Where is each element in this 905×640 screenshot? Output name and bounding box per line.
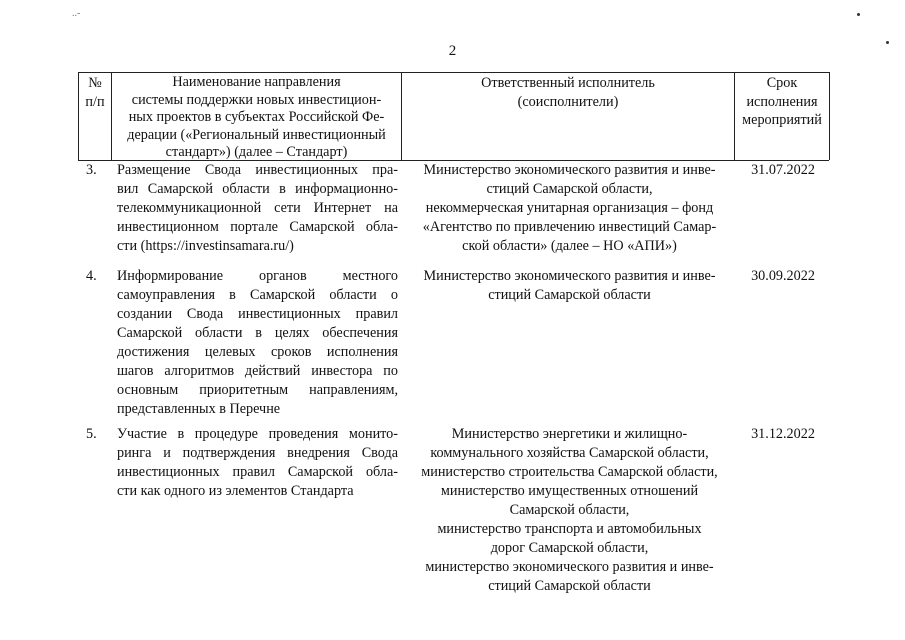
page-number: 2	[448, 43, 457, 59]
row-number: 3.	[86, 162, 97, 178]
row-name: Участие в процедуре проведения монито- ринга и подтверждения внедрения Свода инвестиционных правил Самарской обла- сти как одного из элементов Стандарта	[117, 426, 398, 499]
row-deadline: 31.07.2022	[751, 162, 815, 178]
table-border-right	[829, 72, 830, 160]
row-responsible: Министерство экономического развития и инве- стиций Самарской области, некоммерческая унитарная организация – фонд «Агентство по привлечению инвестиций Самар- ской области» (далее – НО «АПИ»)	[422, 162, 717, 254]
header-num: № п/п	[85, 75, 105, 110]
row-deadline: 30.09.2022	[751, 268, 815, 284]
scan-mark: ..-	[72, 8, 81, 19]
row-number: 5.	[86, 426, 97, 442]
row-name: Размещение Свода инвестиционных пра- вил Самарской области в информационно- телекоммуникационной сети Интернет на инвестиционном портале Самарской обла- сти (https://investinsamara.ru/)	[117, 162, 398, 254]
header-deadline: Срок исполнения мероприятий	[742, 75, 822, 128]
scan-dot	[857, 13, 860, 16]
row-name: Информирование органов местного самоуправления в Самарской области о создании Свода инвестиционных правил Самарской области в целях обеспечения достижения целевых сроков исполнения шагов алгоритмов действий инвестора по основным приоритетным направлениям, представленных в Перечне	[117, 268, 398, 417]
table-border-top	[78, 72, 829, 73]
row-responsible: Министерство энергетики и жилищно- коммунального хозяйства Самарской области, министерство строительства Самарской области, министерство имущественных отношений Самарской области, министерство транспорта и автомобильных дорог Самарской области, министерство экономического развития и инве- стиций Самарской области	[421, 426, 718, 594]
row-deadline: 31.12.2022	[751, 426, 815, 442]
header-responsible: Ответственный исполнитель (соисполнители)	[481, 75, 655, 110]
header-name: Наименование направления системы поддержки новых инвестицион- ных проектов в субъектах Российской Фе- дерации («Региональный инвестиционный стандарт») (далее – Стандарт)	[127, 74, 386, 160]
row-number: 4.	[86, 268, 97, 284]
row-responsible: Министерство экономического развития и инве- стиций Самарской области	[423, 268, 716, 303]
